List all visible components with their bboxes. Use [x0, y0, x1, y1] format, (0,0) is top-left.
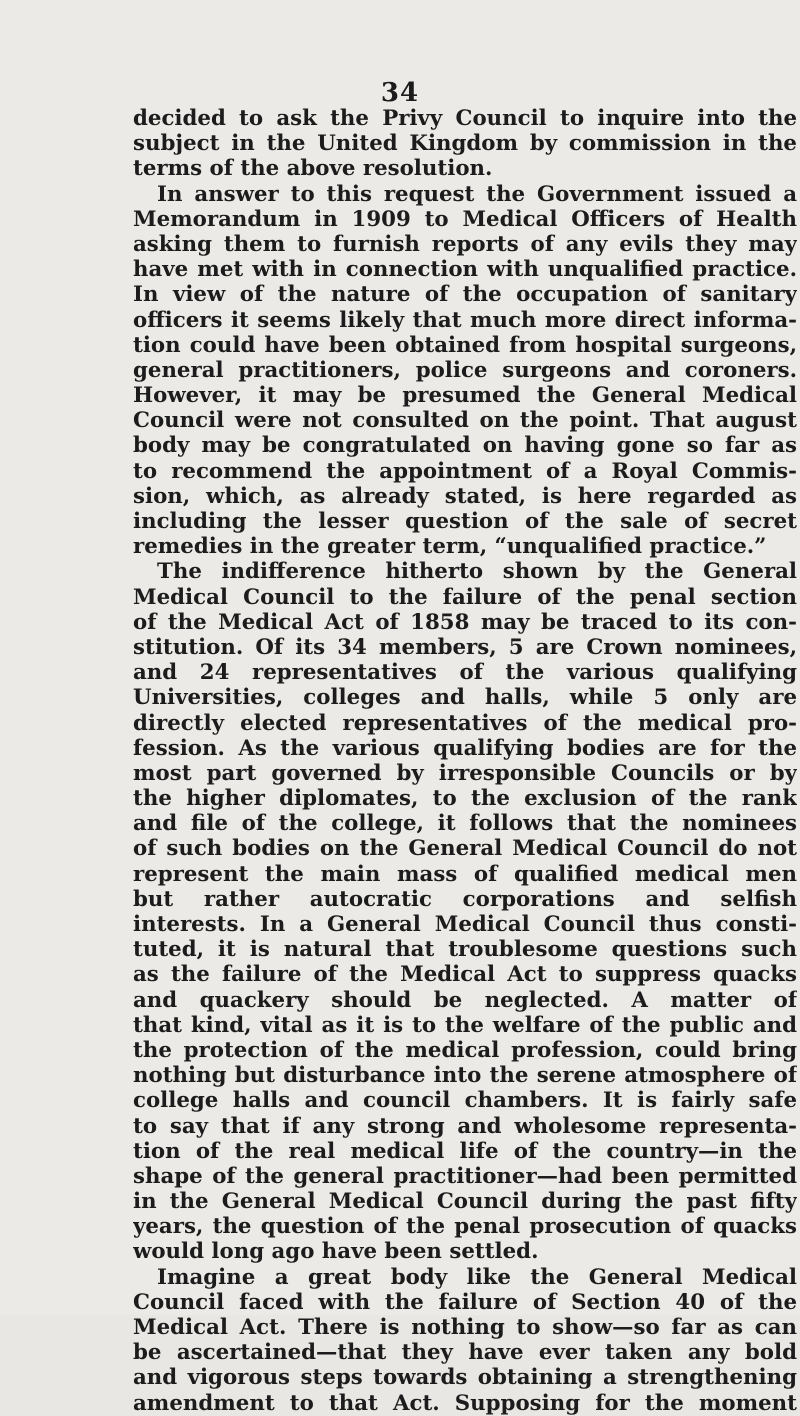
body-text: [133, 106, 797, 1416]
text-line: of such bodies on the General Medical Council do not: [133, 836, 797, 862]
text-line: would long ago have been settled.: [133, 1239, 539, 1265]
text-line: Council were not consulted on the point. That august: [133, 408, 797, 434]
page-number: 34: [380, 78, 420, 108]
text-line: However, it may be presumed the General Medical: [133, 383, 797, 409]
text-line: officers it seems likely that much more direct informa-: [133, 307, 797, 333]
text-line: in the General Medical Council during the past fifty: [133, 1189, 797, 1215]
text-line: including the lesser question of the sale of secret: [133, 509, 797, 534]
text-line: as the failure of the Medical Act to suppress quacks: [133, 962, 797, 988]
text-line: In answer to this request the Government issued a: [157, 181, 797, 207]
text-line: college halls and council chambers. It is fairly safe: [133, 1088, 797, 1114]
text-line: The indifference hitherto shown by the General: [157, 559, 797, 585]
text-line: Medical Council to the failure of the penal section: [133, 584, 797, 610]
text-line: to say that if any strong and wholesome representa-: [133, 1113, 797, 1139]
text-line: Medical Act. There is nothing to show—so far as can: [133, 1315, 797, 1340]
text-line: stitution. Of its 34 members, 5 are Crown nominees,: [133, 634, 797, 660]
text-line: but rather autocratic corporations and selfish: [133, 886, 797, 912]
text-line: tuted, it is natural that troublesome questions such: [133, 937, 797, 963]
text-line: subject in the United Kingdom by commission in the: [133, 131, 797, 157]
text-line: of the Medical Act of 1858 may be traced to its con-: [133, 609, 797, 635]
text-line: most part governed by irresponsible Councils or by: [133, 760, 797, 786]
text-line: tion of the real medical life of the country—in the: [133, 1138, 797, 1164]
text-line: and 24 representatives of the various qualifying: [133, 660, 797, 686]
text-line: Memorandum in 1909 to Medical Officers of Health: [133, 206, 797, 232]
text-line: decided to ask the Privy Council to inquire into the: [133, 106, 797, 131]
text-line: asking them to furnish reports of any evils they may: [133, 231, 797, 257]
text-line: remedies in the greater term, “unqualified practice.”: [133, 534, 767, 560]
text-line: Council faced with the failure of Section 40 of the: [133, 1289, 797, 1315]
text-line: be ascertained—that they have ever taken any bold: [133, 1340, 797, 1366]
text-line: represent the main mass of qualified medical men: [133, 861, 797, 887]
text-line: fession. As the various qualifying bodies are for the: [133, 735, 797, 761]
text-line: nothing but disturbance into the serene atmosphere of: [133, 1063, 797, 1089]
text-line: In view of the nature of the occupation of sanitary: [133, 282, 797, 308]
text-line: terms of the above resolution.: [133, 156, 493, 182]
text-line: Imagine a great body like the General Medical: [157, 1264, 797, 1290]
text-line: interests. In a General Medical Council thus consti-: [133, 912, 797, 937]
text-line: years, the question of the penal prosecution of quacks: [133, 1214, 797, 1240]
text-line: directly elected representatives of the medical pro-: [133, 710, 797, 736]
text-line: shape of the general practitioner—had been permitted: [133, 1163, 797, 1189]
text-line: sion, which, as already stated, is here regarded as: [133, 483, 797, 509]
text-line: that kind, vital as it is to the welfare of the public and: [133, 1012, 797, 1038]
text-line: and vigorous steps towards obtaining a strengthening: [133, 1365, 797, 1391]
text-line: and file of the college, it follows that the nominees: [133, 811, 797, 837]
text-line: the higher diplomates, to the exclusion of the rank: [133, 786, 797, 812]
text-line: the protection of the medical profession, could bring: [133, 1037, 797, 1063]
text-line: tion could have been obtained from hospital surgeons,: [133, 332, 797, 358]
text-line: to recommend the appointment of a Royal Commis-: [133, 458, 797, 484]
text-line: and quackery should be neglected. A matter of: [133, 987, 797, 1013]
text-line: have met with in connection with unqualified practice.: [133, 257, 797, 283]
text-line: Universities, colleges and halls, while 5 only are: [133, 685, 797, 711]
text-line: body may be congratulated on having gone so far as: [133, 433, 797, 459]
text-line: general practitioners, police surgeons and coroners.: [133, 357, 797, 383]
text-line: amendment to that Act. Supposing for the moment: [133, 1390, 797, 1416]
